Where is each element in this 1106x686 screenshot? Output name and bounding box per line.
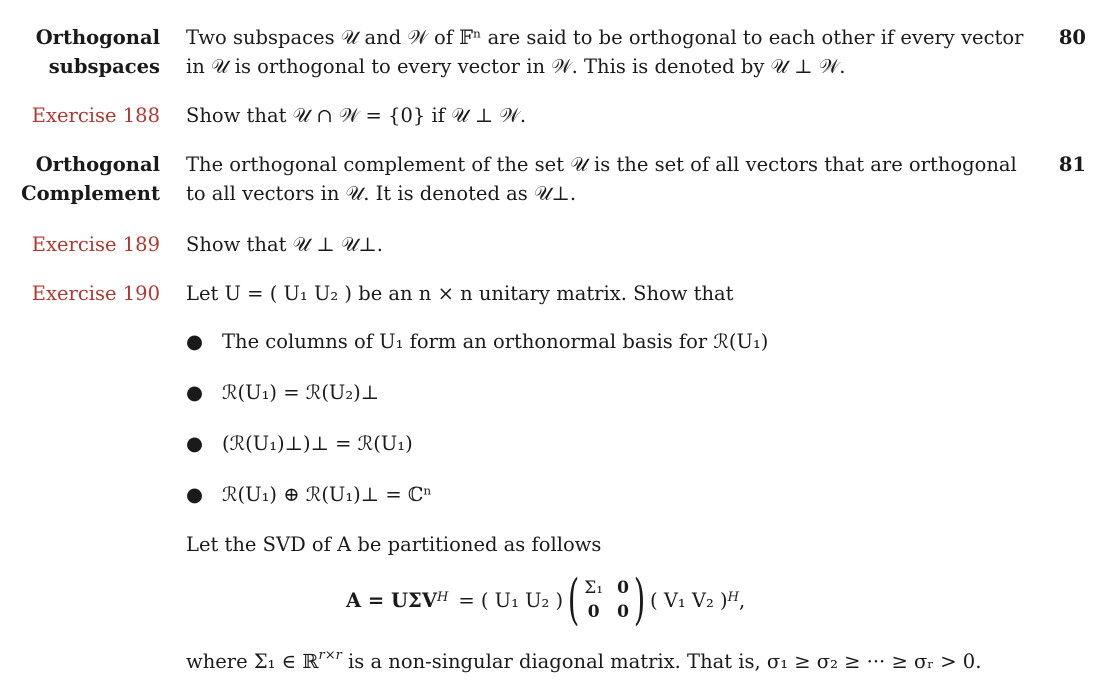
equation-tail: , bbox=[738, 588, 746, 612]
list-item-text: ℛ(U₁) ⊕ ℛ(U₁)⊥ = ℂⁿ bbox=[222, 483, 432, 506]
list-item bbox=[0, 429, 1106, 458]
definition-body bbox=[186, 23, 1046, 81]
bullet-icon: ● bbox=[186, 432, 204, 455]
body-line: in 𝒰 is orthogonal to every vector in 𝒲. This is denoted by 𝒰 ⊥ 𝒲. bbox=[186, 55, 846, 78]
where-line bbox=[0, 647, 1106, 676]
list-item bbox=[0, 480, 1106, 509]
exercise-text: Show that 𝒰 ⊥ 𝒰⊥. bbox=[186, 233, 383, 256]
bullet-list bbox=[0, 327, 1106, 517]
body-line: The orthogonal complement of the set 𝒰 is the set of all vectors that are orthogonal bbox=[186, 153, 1017, 176]
body-line: Two subspaces 𝒰 and 𝒲 of 𝔽ⁿ are said to be orthogonal to each other if every vector bbox=[186, 26, 1024, 49]
matrix-cell: Σ₁ bbox=[584, 578, 604, 598]
left-paren-icon: ( bbox=[567, 568, 580, 631]
definition-number: 80 bbox=[1058, 26, 1086, 49]
svd-intro bbox=[0, 530, 1106, 559]
equation-v-partition: ( V₁ V₂ ) bbox=[650, 588, 728, 612]
exercise-text: Let U = ( U₁ U₂ ) be an n × n unitary matrix. Show that bbox=[186, 282, 734, 305]
where-sup: r×r bbox=[318, 647, 342, 663]
bullet-icon: ● bbox=[186, 381, 204, 404]
where-text bbox=[186, 647, 1046, 676]
exercise-188 bbox=[0, 101, 1106, 130]
matrix-cell: 0 bbox=[587, 602, 600, 622]
body-line: to all vectors in 𝒰. It is denoted as 𝒰⊥. bbox=[186, 182, 577, 205]
equation-u-partition: = ( U₁ U₂ ) bbox=[458, 588, 564, 612]
exercise-label[interactable]: Exercise 189 bbox=[31, 233, 160, 256]
definition-body bbox=[186, 150, 1046, 208]
list-item bbox=[0, 327, 1106, 356]
exercise-label[interactable]: Exercise 190 bbox=[31, 282, 160, 305]
list-item-text: The columns of U₁ form an orthonormal basis for ℛ(U₁) bbox=[222, 330, 769, 353]
bullet-icon: ● bbox=[186, 483, 204, 506]
list-item-text: ℛ(U₁) = ℛ(U₂)⊥ bbox=[222, 381, 380, 404]
label-line: Orthogonal bbox=[35, 26, 160, 49]
definition-orthogonal-subspaces bbox=[0, 23, 1106, 83]
definition-label bbox=[21, 150, 160, 208]
svd-equation: A = UΣV $^H$ = ( U₁ U₂ ) ( Σ₁ 0 0 0 ) ( V₁ V₂ ) $^H$ , bbox=[346, 568, 746, 631]
exercise-text: Show that 𝒰 ∩ 𝒲 = {0} if 𝒰 ⊥ 𝒲. bbox=[186, 104, 527, 127]
label-line: Orthogonal bbox=[35, 153, 160, 176]
where-tail: is a non-singular diagonal matrix. That is, σ₁ ≥ σ₂ ≥ ··· ≥ σᵣ > 0. bbox=[341, 650, 982, 673]
exercise-label[interactable]: Exercise 188 bbox=[31, 104, 160, 127]
definition-orthogonal-complement bbox=[0, 150, 1106, 210]
svd-intro-text: Let the SVD of A be partitioned as follows bbox=[186, 533, 602, 556]
label-line: Complement bbox=[21, 182, 160, 205]
list-item bbox=[0, 378, 1106, 407]
right-paren-icon: ) bbox=[633, 568, 646, 631]
matrix-cell: 0 bbox=[617, 602, 629, 622]
sigma-block-matrix bbox=[584, 577, 629, 623]
exercise-189 bbox=[0, 230, 1106, 259]
exercise-190 bbox=[0, 279, 1106, 308]
definition-label bbox=[36, 23, 160, 81]
label-line: subspaces bbox=[48, 55, 160, 78]
where-head: where Σ₁ ∈ ℝ bbox=[186, 650, 319, 673]
matrix-cell: 0 bbox=[617, 578, 629, 598]
definition-number: 81 bbox=[1058, 153, 1086, 176]
list-item-text: (ℛ(U₁)⊥)⊥ = ℛ(U₁) bbox=[222, 432, 413, 455]
equation-lhs: A = UΣV bbox=[346, 588, 437, 612]
bullet-icon: ● bbox=[186, 330, 204, 353]
